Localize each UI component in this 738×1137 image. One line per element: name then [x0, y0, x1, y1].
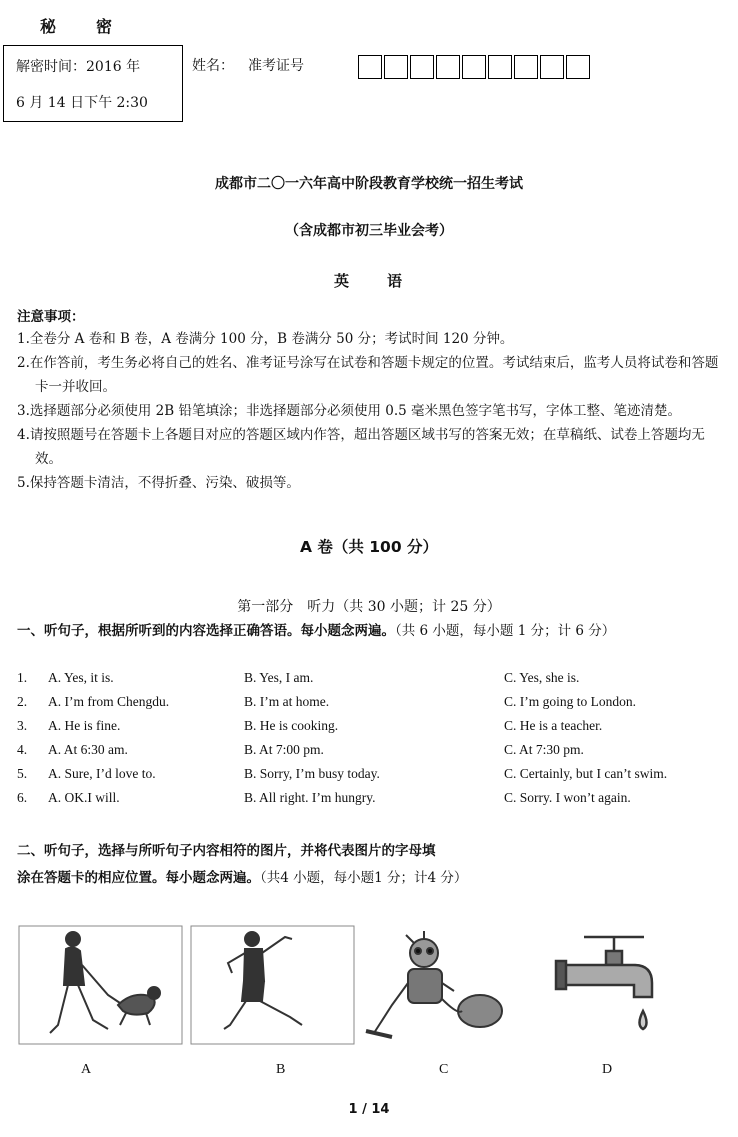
- answer-option-c: C. He is a teacher.: [504, 718, 603, 733]
- answer-option-c: C. Yes, she is.: [504, 670, 580, 685]
- answer-option-c: C. Certainly, but I can’t swim.: [504, 766, 668, 781]
- notice-item: 1.全卷分 A 卷和 B 卷，A 卷满分 100 分，B 卷满分 50 分；考试时间 120 分钟。: [17, 331, 514, 347]
- section1-instructions: 一、听句子，根据所听到的内容选择正确答语。每小题念两遍。（共 6 小题，每小题 1 分；计 6 分）: [17, 623, 616, 639]
- answer-option-b: B. Sorry, I’m busy today.: [244, 766, 380, 781]
- section2-instructions: 二、听句子，选择与所听句子内容相符的图片，并将代表图片的字母填 涂在答题卡的相应位置。每小题念两遍。（共4 小题，每小题1 分；计4 分）: [17, 843, 468, 886]
- answer-option-c: C. I’m going to London.: [504, 694, 636, 709]
- name-label: 姓名：: [192, 58, 234, 74]
- question-number: 4.: [17, 742, 28, 757]
- question-number: 6.: [17, 790, 28, 805]
- question-number: 3.: [17, 718, 28, 733]
- answer-option-b: B. Yes, I am.: [244, 670, 314, 685]
- declassify-line-1: 解密时间：2016 年: [16, 59, 141, 75]
- digit-box[interactable]: [358, 55, 382, 79]
- digit-box[interactable]: [462, 55, 486, 79]
- picture-robot-cleaning: [362, 925, 527, 1045]
- notice-item: 2.在作答前，考生务必将自己的姓名、准考证号涂写在试卷和答题卡规定的位置。考试结束后，监考人员将试卷和答题卡一并收回。: [17, 355, 719, 395]
- answer-option-a: A. At 6:30 am.: [48, 742, 128, 757]
- digit-box[interactable]: [514, 55, 538, 79]
- exam-subtitle: （含成都市初三毕业会考）: [285, 223, 453, 239]
- answer-option-b: B. All right. I’m hungry.: [244, 790, 376, 805]
- digit-box[interactable]: [410, 55, 434, 79]
- picture-label: C: [439, 1062, 449, 1077]
- notice-list: [17, 327, 722, 495]
- answer-option-a: A. OK.I will.: [48, 790, 120, 805]
- page-number: 1 / 14: [348, 1102, 390, 1117]
- declassify-line-2: 6 月 14 日下午 2:30: [16, 95, 148, 111]
- part1-heading: 第一部分 听力（共 30 小题；计 25 分）: [237, 599, 501, 615]
- picture-label: D: [602, 1062, 613, 1077]
- notice-heading: 注意事项：: [17, 309, 85, 325]
- notice-item: 3.选择题部分必须使用 2B 铅笔填涂；非选择题部分必须使用 0.5 毫米黑色签字笔书写，字体工整、笔迹清楚。: [17, 403, 682, 419]
- question-number: 2.: [17, 694, 28, 709]
- notice-item: 4.请按照题号在答题卡上各题目对应的答题区域内作答，超出答题区域书写的答案无效；在草稿纸、试卷上答题均无效。: [17, 427, 705, 467]
- answer-option-a: A. Yes, it is.: [48, 670, 114, 685]
- answer-option-c: C. Sorry. I won’t again.: [504, 790, 631, 805]
- picture-dripping-tap: [534, 925, 699, 1045]
- answer-option-a: A. Sure, I’d love to.: [48, 766, 156, 781]
- answer-option-a: A. I’m from Chengdu.: [48, 694, 170, 709]
- answer-option-b: B. He is cooking.: [244, 718, 339, 733]
- a-volume-heading: A 卷（共 100 分）: [299, 538, 439, 556]
- answer-option-c: C. At 7:30 pm.: [504, 742, 584, 757]
- digit-box[interactable]: [384, 55, 408, 79]
- question-number: 1.: [17, 670, 28, 685]
- exam-number-boxes[interactable]: [358, 55, 590, 79]
- picture-label: B: [276, 1062, 286, 1077]
- digit-box[interactable]: [566, 55, 590, 79]
- digit-box[interactable]: [540, 55, 564, 79]
- picture-exercising: [190, 925, 355, 1045]
- subject-title: 英 语: [333, 272, 405, 290]
- answer-option-b: B. I’m at home.: [244, 694, 330, 709]
- answer-option-b: B. At 7:00 pm.: [244, 742, 324, 757]
- question-number: 5.: [17, 766, 28, 781]
- picture-label: A: [81, 1062, 92, 1077]
- picture-walking-dog: [18, 925, 183, 1045]
- notice-item: 5.保持答题卡清洁，不得折叠、污染、破损等。: [17, 475, 300, 491]
- answer-option-a: A. He is fine.: [48, 718, 121, 733]
- exam-title: 成都市二〇一六年高中阶段教育学校统一招生考试: [215, 176, 523, 192]
- secret-mark: 秘 密: [40, 17, 115, 36]
- digit-box[interactable]: [436, 55, 460, 79]
- exam-number-label: 准考证号: [248, 58, 304, 74]
- digit-box[interactable]: [488, 55, 512, 79]
- declassify-time-box: [3, 45, 183, 122]
